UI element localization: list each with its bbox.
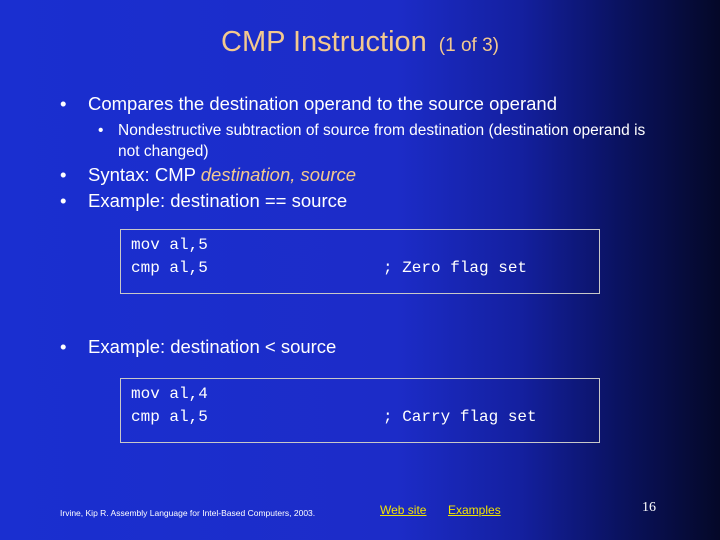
code-box-equal <box>120 229 600 294</box>
code-line: mov al,5 <box>131 236 208 254</box>
bullet-icon: • <box>60 190 67 211</box>
bullet-icon: • <box>98 122 104 139</box>
code-comment: ; Carry flag set <box>383 408 537 426</box>
code-line: cmp al,5 <box>131 259 208 277</box>
page-number: 16 <box>642 500 656 515</box>
syntax-prefix: Syntax: CMP <box>88 164 201 185</box>
code-box-less <box>120 378 600 443</box>
web-site-link[interactable]: Web site <box>380 503 427 517</box>
title-main: CMP Instruction <box>221 26 427 58</box>
code-line: mov al,4 <box>131 385 208 403</box>
footer-citation: Irvine, Kip R. Assembly Language for Intel-Based Computers, 2003. <box>60 508 316 518</box>
title-subtitle: (1 of 3) <box>438 35 499 56</box>
code-comment: ; Zero flag set <box>383 259 528 277</box>
bullet-text: Nondestructive subtraction of source from destination (destination operand is not changed) <box>118 122 646 160</box>
syntax-args: destination, source <box>200 164 357 185</box>
slide-title <box>0 26 720 59</box>
sub-bullet-nondestructive <box>98 120 658 162</box>
code-line: cmp al,5 <box>131 408 208 426</box>
examples-link[interactable]: Examples <box>448 503 501 517</box>
bullet-icon: • <box>60 93 67 114</box>
bullet-text: Compares the destination operand to the source operand <box>88 93 557 114</box>
bullet-text: Example: destination == source <box>88 190 348 211</box>
bullet-icon: • <box>60 336 67 357</box>
bullet-text: Example: destination < source <box>88 336 337 357</box>
bullet-text <box>88 164 356 186</box>
bullet-icon: • <box>60 164 67 185</box>
